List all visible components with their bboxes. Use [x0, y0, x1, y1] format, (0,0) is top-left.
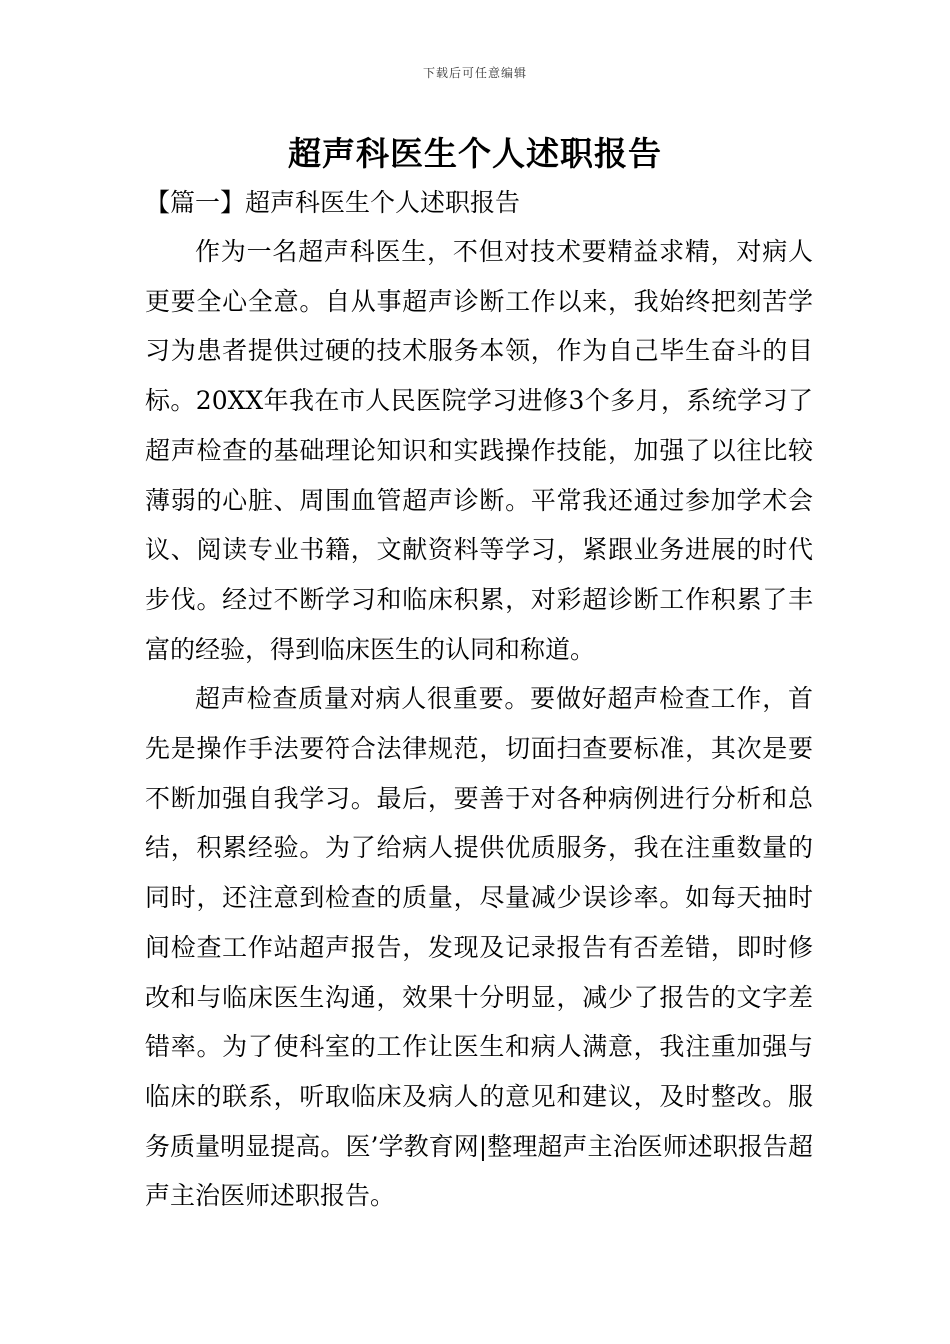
header-note: 下载后可任意编辑	[422, 66, 527, 80]
paragraph-1: 作为一名超声科医生，不但对技术要精益求精，对病人更要全心全意。自从事超声诊断工作以来，我始终把刻苦学习为患者提供过硬的技术服务本领，作为自己毕生奋斗的目标。20XX年我在市人民医院学习进修3个多月，系统学习了超声检查的基础理论知识和实践操作技能，加强了以往比较薄弱的心脏、周围血管超声诊断。平常我还通过参加学术会议、阅读专业书籍，文献资料等学习，紧跟业务进展的时代步伐。经过不断学习和临床积累，对彩超诊断工作积累了丰富的经验，得到临床医生的认同和称道。	[145, 237, 813, 664]
document-body	[145, 227, 813, 1221]
paragraph-2: 超声检查质量对病人很重要。要做好超声检查工作，首先是操作手法要符合法律规范，切面扫查要标准，其次是要不断加强自我学习。最后，要善于对各种病例进行分析和总结，积累经验。为了给病人提供优质服务，我在注重数量的同时，还注意到检查的质量，尽量减少误诊率。如每天抽时间检查工作站超声报告，发现及记录报告有否差错，即时修改和与临床医生沟通，效果十分明显，减少了报告的文字差错率。为了使科室的工作让医生和病人满意，我注重加强与临床的联系，听取临床及病人的意见和建议，及时整改。服务质量明显提高。医’学教育网|整理超声主治医师述职报告超声主治医师述职报告。	[145, 684, 813, 1211]
document-title: 超声科医生个人述职报告	[288, 134, 662, 173]
section-heading: 【篇一】超声科医生个人述职报告	[145, 188, 521, 217]
